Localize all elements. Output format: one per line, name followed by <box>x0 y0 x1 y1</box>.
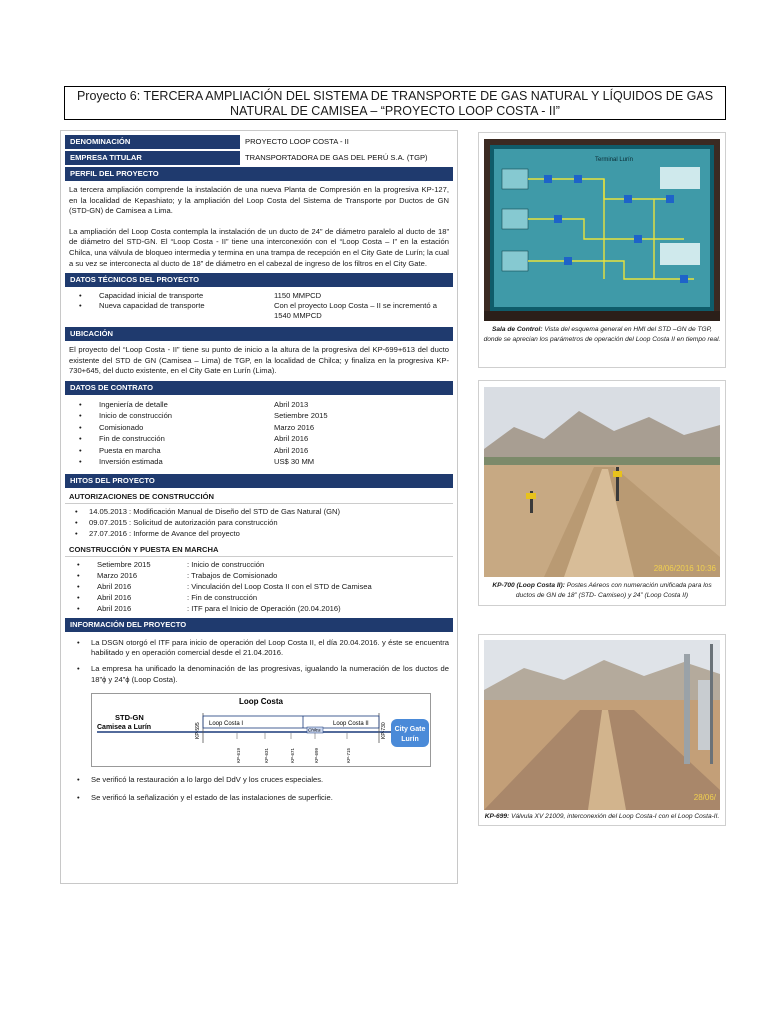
control-room-photo <box>484 139 720 321</box>
diagram-left-label-2: Camisea a Lurín <box>97 723 152 731</box>
kp-label: KP-595 <box>195 722 201 739</box>
photo-card-control-room <box>478 132 726 368</box>
list-item: • Abril 2016 : Vinculación del Loop Costa II con el STD de Camisea <box>69 581 449 592</box>
kp700-photo <box>484 387 720 577</box>
construccion-list <box>65 557 453 618</box>
list-item: • Setiembre 2015 : Inicio de construcción <box>69 559 449 570</box>
datos-tecnicos-table: • Capacidad inicial de transporte • Nueva capacidad de transporte 1150 MMPCD Con el proyecto Loop Costa – II se incrementó a 1540 MMPCD <box>65 289 453 327</box>
diagram-title: Loop Costa <box>239 696 283 706</box>
list-item: • 27.07.2016 : Informe de Avance del proyecto <box>69 528 449 539</box>
list-item: • La empresa ha unificado la denominación de las progresivas, igualando la numeración de los ductos de 18”ϕ y 24”ϕ (Loop Costa). <box>69 664 449 684</box>
list-item: • 09.07.2015 : Solicitud de autorización para construcción <box>69 517 449 528</box>
kp-label: KP-619 <box>236 747 241 763</box>
ubicacion-text: El proyecto del “Loop Costa - II” tiene su punto de inicio a la altura de la progresiva del KP-699+613 del ducto existente del STD de GN (Camisea – Lima) de TGP, en la localidad de Chilca; y finaliza en la progresiva KP-730+645, del ducto existente, en el City Gate en Lurín (Lima). <box>69 345 449 376</box>
list-item: • Se verificó la restauración a lo largo del DdV y los cruces especiales. <box>69 775 449 785</box>
city-gate-label-1: City Gate <box>394 725 426 733</box>
svg-text:28/06/2016 10:36: 28/06/2016 10:36 <box>653 564 716 573</box>
list-item: • Se verificó la señalización y el estado de las instalaciones de superficie. <box>69 793 449 803</box>
perfil-paragraph-2: La ampliación del Loop Costa contempla la instalación de un ducto de 24” de diámetro paralelo al ducto de 18” de diámetro del STD-GN. El “Loop Costa - II” tiene una interconexión con el “Loop Costa – I” en la estación Chilca, una válvula de bloqueo intermedia y termina en una trampa de recepción en el City Gate de Lurín; la cual a su vez se interconecta al ducto de 18” de diámetro en el cabezal de ingreso de los filtros en el City Gate. <box>69 226 449 268</box>
photo-card-kp699 <box>478 634 726 826</box>
city-gate-label-2: Lurín <box>401 735 419 743</box>
project-title <box>64 86 726 120</box>
svg-text:Terminal Lurín: Terminal Lurín <box>594 157 634 163</box>
kp699-caption: KP-699: Válvula XV 21009, interconexión del Loop Costa-I con el Loop Costa-II. <box>484 813 720 820</box>
title-line-1: Proyecto 6: TERCERA AMPLIACIÓN DEL SISTEMA DE TRANSPORTE DE GAS NATURAL Y LÍQUIDOS DE GAS <box>76 89 714 103</box>
ubicacion-header: UBICACIÓN <box>65 327 453 341</box>
informacion-header: INFORMACIÓN DEL PROYECTO <box>65 618 453 632</box>
loop-costa-diagram <box>91 693 431 767</box>
perfil-header: PERFIL DEL PROYECTO <box>65 167 453 181</box>
loop-costa-1-label: Loop Costa I <box>209 720 244 727</box>
list-item: • Marzo 2016 : Trabajos de Comisionado <box>69 570 449 581</box>
kp-label: KP-699 <box>314 747 319 763</box>
list-item: • Abril 2016 : Fin de construcción <box>69 592 449 603</box>
kp-label: KP-715 <box>346 747 351 763</box>
hitos-header: HITOS DEL PROYECTO <box>65 474 453 488</box>
kp-label: KP-730 <box>381 722 387 739</box>
informacion-list <box>65 634 453 685</box>
autorizaciones-title: AUTORIZACIONES DE CONSTRUCCIÓN <box>65 490 453 504</box>
autorizaciones-list <box>65 504 453 543</box>
kp-label: KP-631 <box>264 747 269 763</box>
informacion-list-2 <box>65 775 453 803</box>
photo-card-kp700 <box>478 380 726 606</box>
datos-contrato-table: • Ingeniería de detalle • Inicio de construcción • Comisionado • Fin de construcción • Puesta en marcha • Inversión estimada Abril 2013 Setiembre 2015 Marzo 2016 Abril 2016 Abril 2016 US$ 30 MM <box>65 397 453 474</box>
chilca-label: Chilca <box>308 727 321 733</box>
list-item: • 14.05.2013 : Modificación Manual de Diseño del STD de Gas Natural (GN) <box>69 506 449 517</box>
title-line-2: NATURAL DE CAMISEA – “PROYECTO LOOP COSTA - II” <box>230 104 560 118</box>
datos-contrato-header: DATOS DE CONTRATO <box>65 381 453 395</box>
kp700-caption: KP-700 (Loop Costa II): Postes Aéreos con numeración unificada para los ductos de GN de 18” (STD- Camiseo) y 24” (Loop Costa II) <box>492 582 712 599</box>
perfil-paragraph-1: La tercera ampliación comprende la instalación de una nueva Planta de Compresión en la progresiva KP-127, en la localidad de Kepashiato; y la ampliación del Loop Costa del Sistema de Transporte por Ductos de GN (STD-GN) de Camisea a Lima. <box>69 185 449 216</box>
kp-label: KP-671 <box>290 747 295 763</box>
list-item: • Abril 2016 : ITF para el Inicio de Operación (20.04.2016) <box>69 603 449 614</box>
project-sheet <box>60 130 458 884</box>
list-item: • La DSGN otorgó el ITF para inicio de operación del Loop Costa II, el día 20.04.2016. y éste se encuentra habilitado y en operación comercial desde el 21.04.2016. <box>69 638 449 658</box>
denominacion-row: DENOMINACIÓN PROYECTO LOOP COSTA - II <box>65 135 453 149</box>
kp699-photo <box>484 640 720 810</box>
diagram-left-label-1: STD-GN <box>115 712 144 722</box>
svg-text:28/06/: 28/06/ <box>693 793 716 802</box>
loop-costa-2-label: Loop Costa II <box>333 720 369 727</box>
empresa-row: EMPRESA TITULAR TRANSPORTADORA DE GAS DEL PERÚ S.A. (TGP) <box>65 151 453 165</box>
construccion-title: CONSTRUCCIÓN Y PUESTA EN MARCHA <box>65 543 453 557</box>
control-room-caption: Sala de Control: Vista del esquema general en HMI del STD –GN de TGP, donde se aprecian los parámetros de operación del Loop Costa II en tiempo real. <box>483 326 721 343</box>
datos-tecnicos-header: DATOS TÉCNICOS DEL PROYECTO <box>65 273 453 287</box>
